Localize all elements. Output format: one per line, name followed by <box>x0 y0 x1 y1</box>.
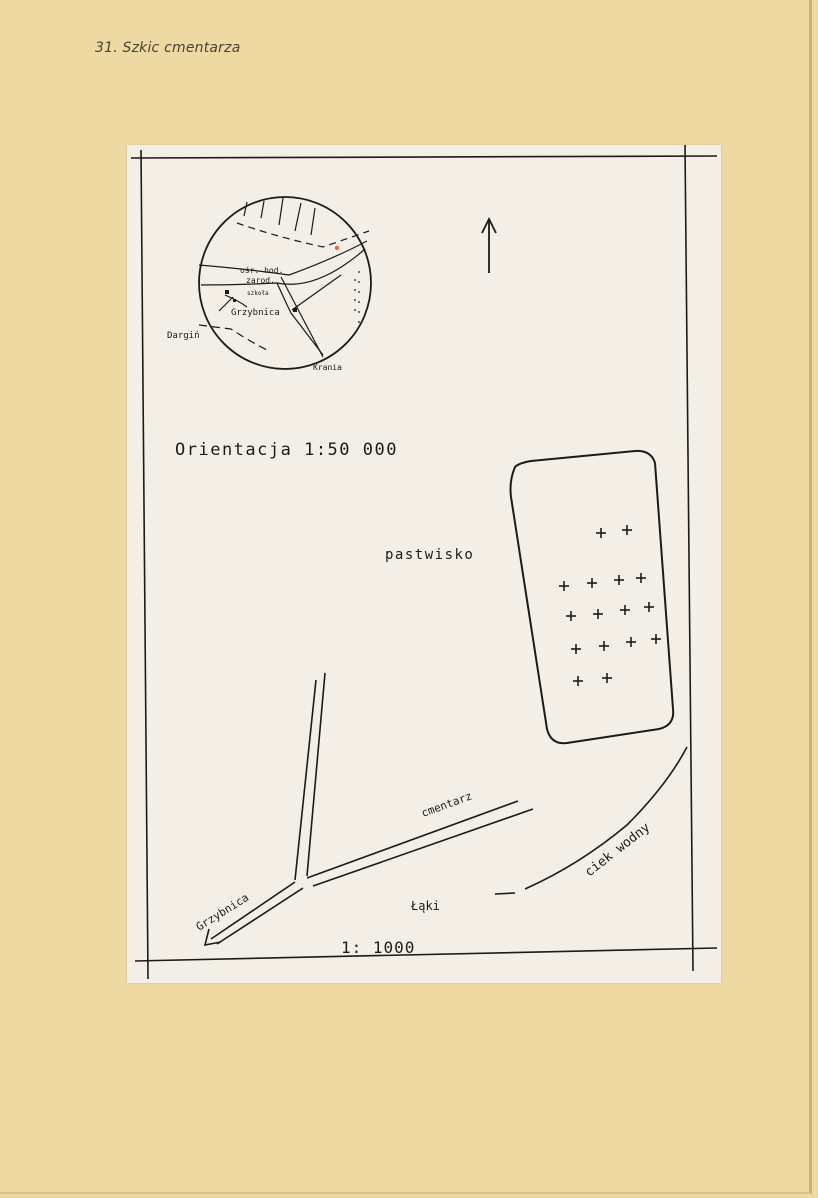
inset-circle <box>199 197 371 369</box>
north-arrow-icon <box>482 219 496 273</box>
page-caption: 31. Szkic cmentarza <box>95 40 241 56</box>
grave-cross-icon <box>573 676 583 686</box>
cemetery-road-upper <box>307 801 518 878</box>
road-north-left <box>295 680 316 880</box>
cemetery-road-label: cmentarz <box>419 789 474 820</box>
frame-bottom-line <box>135 948 717 961</box>
scale-label: 1: 1000 <box>341 938 416 957</box>
frame-right-line <box>685 145 693 971</box>
grave-cross-icon <box>620 605 630 615</box>
road-destination-label: Grzybnica <box>193 890 252 934</box>
inset-west-label: Dargiń <box>167 331 200 341</box>
grave-markers <box>559 525 661 686</box>
grave-cross-icon <box>622 525 632 535</box>
inset-red-dot <box>335 246 339 250</box>
grave-cross-icon <box>626 637 636 647</box>
road-south-right <box>217 888 303 944</box>
grave-cross-icon <box>571 644 581 654</box>
grave-cross-icon <box>596 528 606 538</box>
road-north-right <box>307 673 325 876</box>
inset-map <box>167 197 371 372</box>
grave-cross-icon <box>566 611 576 621</box>
inset-village-label: Grzybnica <box>231 308 280 318</box>
frame-top-line <box>131 156 717 158</box>
inset-farm-label-line2: zarod. <box>246 276 275 285</box>
cemetery-outline <box>511 451 674 743</box>
map-sheet <box>127 145 721 983</box>
grave-cross-icon <box>614 575 624 585</box>
meadow-label: Łąki <box>411 899 440 913</box>
grave-cross-icon <box>636 573 646 583</box>
stream-label: ciek wodny <box>582 820 654 881</box>
grave-cross-icon <box>602 673 612 683</box>
pasture-label: pastwisko <box>385 547 475 563</box>
grave-cross-icon <box>559 581 569 591</box>
inset-south-label: Krania <box>313 363 342 372</box>
grave-cross-icon <box>644 602 654 612</box>
inset-school-label: szkoła <box>247 290 269 297</box>
grave-cross-icon <box>651 634 661 644</box>
grave-cross-icon <box>599 641 609 651</box>
frame-left-line <box>141 150 148 979</box>
cemetery-road-lower <box>313 809 533 886</box>
map-drawing <box>127 145 721 983</box>
inset-farm-label-line1: ośr. hod. <box>240 266 284 275</box>
grave-cross-icon <box>587 578 597 588</box>
grave-cross-icon <box>593 609 603 619</box>
orientation-scale-label: Orientacja 1:50 000 <box>175 440 398 460</box>
